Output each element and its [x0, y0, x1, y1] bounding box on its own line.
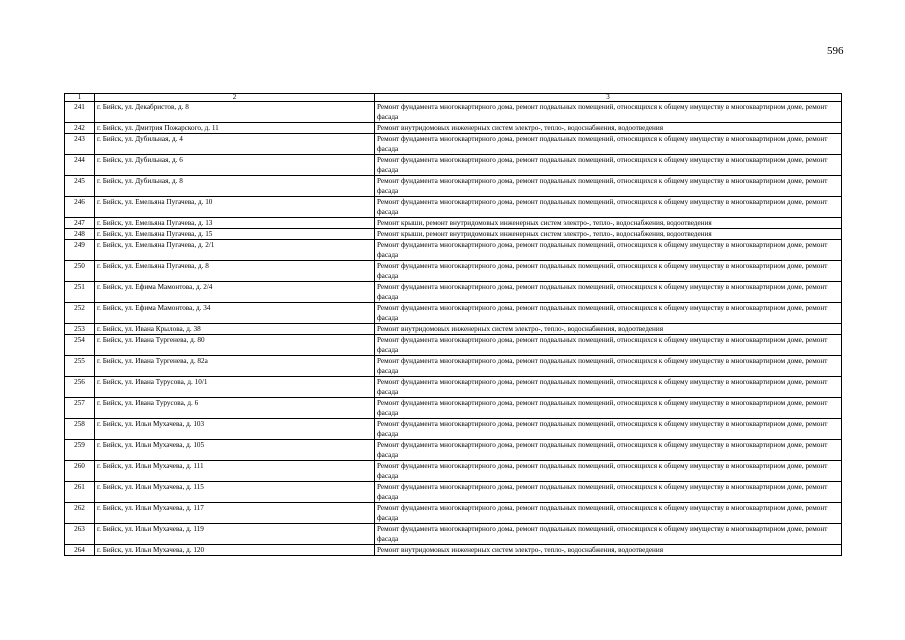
row-address: г. Бийск, ул. Ивана Тургенева, д. 82а: [95, 356, 375, 377]
table-row: [65, 503, 842, 524]
repair-table: [64, 93, 842, 556]
row-number: 247: [65, 218, 95, 229]
table-row: [65, 482, 842, 503]
row-number: 264: [65, 545, 95, 556]
row-address: г. Бийск, ул. Ефима Мамонтова, д. 34: [95, 303, 375, 324]
row-work: Ремонт фундамента многоквартирного дома, ремонт подвальных помещений, относящихся к общему имуществу в многоквартирном доме, ремонт фасада: [375, 356, 842, 377]
row-address: г. Бийск, ул. Ивана Турусова, д. 6: [95, 398, 375, 419]
row-work: Ремонт крыши, ремонт внутридомовых инженерных систем электро-, тепло-, водоснабжения, водоотведения: [375, 218, 842, 229]
table-row: [65, 440, 842, 461]
row-work: Ремонт фундамента многоквартирного дома, ремонт подвальных помещений, относящихся к общему имуществу в многоквартирном доме, ремонт фасада: [375, 155, 842, 176]
row-number: 260: [65, 461, 95, 482]
row-address: г. Бийск, ул. Дубильная, д. 8: [95, 176, 375, 197]
table-row: [65, 356, 842, 377]
row-address: г. Бийск, ул. Декабристов, д. 8: [95, 102, 375, 123]
row-address: г. Бийск, ул. Ильи Мухачева, д. 117: [95, 503, 375, 524]
row-number: 244: [65, 155, 95, 176]
row-work: Ремонт фундамента многоквартирного дома, ремонт подвальных помещений, относящихся к общему имуществу в многоквартирном доме, ремонт фасада: [375, 419, 842, 440]
row-address: г. Бийск, ул. Ильи Мухачева, д. 103: [95, 419, 375, 440]
row-work: Ремонт фундамента многоквартирного дома, ремонт подвальных помещений, относящихся к общему имуществу в многоквартирном доме, ремонт фасада: [375, 482, 842, 503]
row-number: 259: [65, 440, 95, 461]
row-number: 250: [65, 261, 95, 282]
table-header-row: [65, 94, 842, 102]
table-row: [65, 419, 842, 440]
table-row: [65, 261, 842, 282]
row-number: 262: [65, 503, 95, 524]
row-address: г. Бийск, ул. Емельяна Пугачева, д. 8: [95, 261, 375, 282]
row-address: г. Бийск, ул. Ильи Мухачева, д. 111: [95, 461, 375, 482]
row-address: г. Бийск, ул. Емельяна Пугачева, д. 15: [95, 229, 375, 240]
row-work: Ремонт фундамента многоквартирного дома, ремонт подвальных помещений, относящихся к общему имуществу в многоквартирном доме, ремонт фасада: [375, 261, 842, 282]
row-work: Ремонт фундамента многоквартирного дома, ремонт подвальных помещений, относящихся к общему имуществу в многоквартирном доме, ремонт фасада: [375, 440, 842, 461]
row-work: Ремонт фундамента многоквартирного дома, ремонт подвальных помещений, относящихся к общему имуществу в многоквартирном доме, ремонт фасада: [375, 398, 842, 419]
row-work: Ремонт фундамента многоквартирного дома, ремонт подвальных помещений, относящихся к общему имуществу в многоквартирном доме, ремонт фасада: [375, 282, 842, 303]
row-work: Ремонт фундамента многоквартирного дома, ремонт подвальных помещений, относящихся к общему имуществу в многоквартирном доме, ремонт фасада: [375, 303, 842, 324]
table-row: [65, 324, 842, 335]
table-row: [65, 282, 842, 303]
row-work: Ремонт фундамента многоквартирного дома, ремонт подвальных помещений, относящихся к общему имуществу в многоквартирном доме, ремонт фасада: [375, 197, 842, 218]
row-address: г. Бийск, ул. Дубильная, д. 6: [95, 155, 375, 176]
table-row: [65, 102, 842, 123]
row-work: Ремонт фундамента многоквартирного дома, ремонт подвальных помещений, относящихся к общему имуществу в многоквартирном доме, ремонт фасада: [375, 176, 842, 197]
row-address: г. Бийск, ул. Ивана Крылова, д. 38: [95, 324, 375, 335]
row-work: Ремонт фундамента многоквартирного дома, ремонт подвальных помещений, относящихся к общему имуществу в многоквартирном доме, ремонт фасада: [375, 503, 842, 524]
row-number: 254: [65, 335, 95, 356]
row-address: г. Бийск, ул. Емельяна Пугачева, д. 10: [95, 197, 375, 218]
row-address: г. Бийск, ул. Емельяна Пугачева, д. 2/1: [95, 240, 375, 261]
row-address: г. Бийск, ул. Ивана Тургенева, д. 80: [95, 335, 375, 356]
table-row: [65, 134, 842, 155]
row-address: г. Бийск, ул. Ильи Мухачева, д. 105: [95, 440, 375, 461]
row-address: г. Бийск, ул. Ефима Мамонтова, д. 2/4: [95, 282, 375, 303]
row-number: 261: [65, 482, 95, 503]
row-number: 258: [65, 419, 95, 440]
row-work: Ремонт фундамента многоквартирного дома, ремонт подвальных помещений, относящихся к общему имуществу в многоквартирном доме, ремонт фасада: [375, 102, 842, 123]
row-number: 241: [65, 102, 95, 123]
table-row: [65, 377, 842, 398]
row-address: г. Бийск, ул. Дубильная, д. 4: [95, 134, 375, 155]
row-work: Ремонт фундамента многоквартирного дома, ремонт подвальных помещений, относящихся к общему имуществу в многоквартирном доме, ремонт фасада: [375, 335, 842, 356]
row-number: 249: [65, 240, 95, 261]
table-row: [65, 218, 842, 229]
row-work: Ремонт внутридомовых инженерных систем электро-, тепло-, водоснабжения, водоотведения: [375, 545, 842, 556]
row-work: Ремонт фундамента многоквартирного дома, ремонт подвальных помещений, относящихся к общему имуществу в многоквартирном доме, ремонт фасада: [375, 461, 842, 482]
table-row: [65, 229, 842, 240]
table-row: [65, 524, 842, 545]
row-number: 245: [65, 176, 95, 197]
table-row: [65, 240, 842, 261]
row-number: 243: [65, 134, 95, 155]
row-work: Ремонт внутридомовых инженерных систем электро-, тепло-, водоснабжения, водоотведения: [375, 123, 842, 134]
table-row: [65, 197, 842, 218]
column-header-1: 1: [65, 94, 95, 102]
table-row: [65, 545, 842, 556]
row-number: 263: [65, 524, 95, 545]
table-row: [65, 176, 842, 197]
table-row: [65, 123, 842, 134]
table-row: [65, 155, 842, 176]
table-row: [65, 335, 842, 356]
row-number: 251: [65, 282, 95, 303]
row-number: 253: [65, 324, 95, 335]
row-address: г. Бийск, ул. Дмитрия Пожарского, д. 11: [95, 123, 375, 134]
page-number: 596: [827, 45, 844, 57]
table-row: [65, 398, 842, 419]
row-work: Ремонт фундамента многоквартирного дома, ремонт подвальных помещений, относящихся к общему имуществу в многоквартирном доме, ремонт фасада: [375, 240, 842, 261]
row-work: Ремонт фундамента многоквартирного дома, ремонт подвальных помещений, относящихся к общему имуществу в многоквартирном доме, ремонт фасада: [375, 377, 842, 398]
row-number: 242: [65, 123, 95, 134]
row-address: г. Бийск, ул. Ильи Мухачева, д. 115: [95, 482, 375, 503]
row-work: Ремонт фундамента многоквартирного дома, ремонт подвальных помещений, относящихся к общему имуществу в многоквартирном доме, ремонт фасада: [375, 134, 842, 155]
table-row: [65, 461, 842, 482]
row-address: г. Бийск, ул. Емельяна Пугачева, д. 13: [95, 218, 375, 229]
row-number: 248: [65, 229, 95, 240]
column-header-2: 2: [95, 94, 375, 102]
row-number: 256: [65, 377, 95, 398]
row-work: Ремонт фундамента многоквартирного дома, ремонт подвальных помещений, относящихся к общему имуществу в многоквартирном доме, ремонт фасада: [375, 524, 842, 545]
row-number: 257: [65, 398, 95, 419]
column-header-3: 3: [375, 94, 842, 102]
row-address: г. Бийск, ул. Ильи Мухачева, д. 120: [95, 545, 375, 556]
row-address: г. Бийск, ул. Ильи Мухачева, д. 119: [95, 524, 375, 545]
row-work: Ремонт крыши, ремонт внутридомовых инженерных систем электро-, тепло-, водоснабжения, водоотведения: [375, 229, 842, 240]
row-number: 252: [65, 303, 95, 324]
row-address: г. Бийск, ул. Ивана Турусова, д. 10/1: [95, 377, 375, 398]
row-number: 255: [65, 356, 95, 377]
table-row: [65, 303, 842, 324]
row-work: Ремонт внутридомовых инженерных систем электро-, тепло-, водоснабжения, водоотведения: [375, 324, 842, 335]
row-number: 246: [65, 197, 95, 218]
